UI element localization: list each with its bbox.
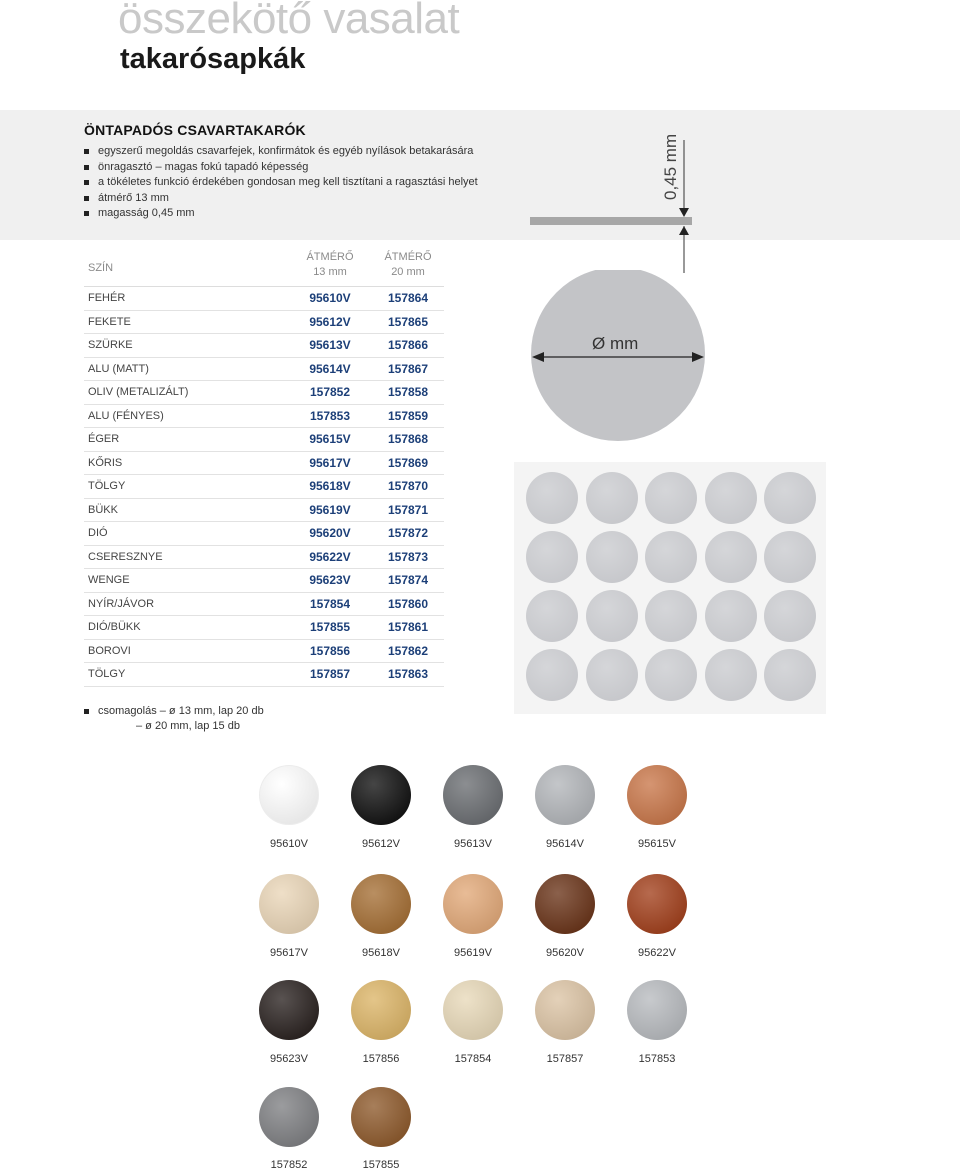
row-code-13mm: 95622V [309,549,351,564]
sheet-cap [764,649,816,701]
thickness-label: 0,45 mm [661,133,680,200]
row-color-name: DIÓ/BÜKK [88,621,141,633]
feature-list [84,144,478,222]
table-row [84,358,444,382]
row-color-name: ÉGER [88,433,120,445]
table-row [84,499,444,523]
row-color-name: OLIV (METALIZÁLT) [88,386,189,398]
swatch-code: 95622V [638,947,676,959]
row-color-name: SZÜRKE [88,339,133,351]
swatch-code: 95620V [546,947,584,959]
row-code-20mm: 157862 [387,643,429,658]
row-code-20mm: 157861 [387,620,429,634]
swatch-code: 95615V [638,838,676,850]
sheet-cap [705,590,757,642]
column-header-20 [372,250,444,280]
sheet-cap [586,531,638,583]
feature-item: a tökéletes funkció érdekében gondosan meg kell tisztítani a ragasztási helyet [84,175,478,191]
sheet-cap [764,472,816,524]
swatch-code: 95610V [270,838,308,850]
color-swatch [535,980,595,1040]
swatch-code: 95618V [362,947,400,959]
table-row [84,663,444,687]
row-color-name: BÜKK [88,503,118,516]
color-swatch [535,765,595,825]
sheet-cap [764,590,816,642]
row-color-name: KŐRIS [88,456,123,469]
color-swatch [351,874,411,934]
row-code-13mm: 95618V [309,479,351,493]
row-color-name: WENGE [88,574,130,586]
diameter-label: Ø mm [592,334,639,353]
row-code-20mm: 157868 [387,432,429,446]
sheet-cap [526,531,578,583]
row-code-20mm: 157873 [387,549,429,564]
cap-profile [530,217,692,225]
table-row [84,334,444,358]
table-row [84,311,444,335]
swatch-code: 95619V [454,947,492,959]
cap-circle [531,270,705,441]
diameter-diagram [522,270,722,470]
swatch-code: 157853 [638,1053,676,1065]
row-color-name: TÖLGY [88,480,126,492]
row-code-20mm: 157869 [387,455,429,470]
row-color-name: ALU (FÉNYES) [88,409,164,422]
feature-item: egyszerű megoldás csavarfejek, konfirmátok és egyéb nyílások betakarására [84,144,478,160]
row-code-20mm: 157864 [387,291,429,305]
row-code-13mm: 157856 [309,643,351,658]
color-swatch [443,765,503,825]
sheet-cap [645,590,697,642]
color-swatch [351,1087,411,1147]
page-title: összekötő vasalat [118,0,460,43]
column-header-label: ÁTMÉRŐ [306,251,354,263]
row-code-13mm: 157854 [309,596,351,611]
row-color-name: ALU (MATT) [88,362,149,375]
sheet-cap [645,531,697,583]
column-header-size: 13 mm [313,266,347,278]
table-row [84,522,444,546]
color-swatch [535,874,595,934]
row-code-13mm: 95610V [309,291,351,305]
sheet-cap [526,649,578,701]
row-code-13mm: 95615V [309,432,351,446]
packaging-line-1: csomagolás – ø 13 mm, lap 20 db [84,704,264,719]
row-code-13mm: 157853 [309,408,351,423]
row-color-name: FEKETE [88,315,131,328]
color-swatch [443,980,503,1040]
table-row [84,381,444,405]
row-code-20mm: 157865 [387,314,429,329]
sheet-cap [764,531,816,583]
table-row [84,475,444,499]
swatch-code: 95623V [270,1053,308,1065]
feature-item: átmérő 13 mm [84,191,478,207]
row-code-13mm: 95617V [309,455,351,470]
color-swatch [351,980,411,1040]
column-header-13 [294,250,366,280]
row-code-13mm: 157857 [309,667,351,681]
arrowhead-bottom-icon [679,226,689,235]
row-color-name: FEHÉR [88,292,126,304]
row-code-20mm: 157858 [387,385,429,399]
row-code-13mm: 95614V [309,361,351,376]
row-code-20mm: 157860 [387,596,429,611]
swatch-code: 157857 [546,1053,584,1065]
table-row [84,569,444,593]
table-row [84,640,444,664]
swatch-code: 157852 [270,1159,308,1171]
sheet-cap [526,590,578,642]
packaging-note [84,704,264,734]
row-code-13mm: 95613V [309,338,351,352]
table-row [84,593,444,617]
row-code-13mm: 95620V [309,526,351,540]
color-swatch [259,765,319,825]
page-subtitle: takarósapkák [120,43,306,75]
table-row [84,546,444,570]
sheet-cap [526,472,578,524]
row-code-13mm: 157855 [309,620,351,634]
color-swatch [627,980,687,1040]
packaging-line-2: – ø 20 mm, lap 15 db [136,720,240,732]
swatch-code: 95613V [454,838,492,850]
row-color-name: BOROVI [88,644,131,657]
swatch-code: 157855 [362,1159,400,1171]
sheet-cap [705,649,757,701]
row-color-name: TÖLGY [88,668,126,680]
column-header-color: SZÍN [88,262,114,274]
swatch-code: 95617V [270,947,308,959]
color-swatch [351,765,411,825]
sheet-cap [645,649,697,701]
row-code-20mm: 157872 [387,526,429,540]
thickness-diagram [522,130,722,280]
table-row [84,452,444,476]
table-row [84,616,444,640]
sheet-cap [705,472,757,524]
feature-item: magasság 0,45 mm [84,206,478,222]
swatch-code: 157856 [362,1053,400,1065]
arrowhead-top-icon [679,208,689,217]
color-swatch [443,874,503,934]
swatch-code: 95612V [362,838,400,850]
sheet-cap [586,472,638,524]
cap-sheet-photo [514,462,826,714]
row-code-20mm: 157874 [387,573,429,587]
table-row [84,287,444,311]
product-table [84,250,444,687]
row-color-name: NYÍR/JÁVOR [88,597,155,610]
table-row [84,405,444,429]
table-header [84,250,444,287]
column-header-size: 20 mm [391,266,425,278]
sheet-cap [586,649,638,701]
color-swatch [259,980,319,1040]
row-code-20mm: 157863 [387,667,429,681]
table-row [84,428,444,452]
row-code-20mm: 157870 [387,479,429,493]
row-code-20mm: 157871 [387,502,429,517]
row-code-13mm: 157852 [309,385,351,399]
row-code-13mm: 95619V [309,502,351,517]
row-code-20mm: 157866 [387,338,429,352]
column-header-label: ÁTMÉRŐ [384,251,432,263]
section-heading: ÖNTAPADÓS CSAVARTAKARÓK [84,122,306,138]
color-swatch [259,874,319,934]
row-code-20mm: 157867 [387,361,429,376]
row-color-name: CSERESZNYE [88,550,163,563]
feature-item: önragasztó – magas fokú tapadó képesség [84,160,478,176]
swatch-code: 95614V [546,838,584,850]
swatch-code: 157854 [454,1053,492,1065]
color-swatch [627,765,687,825]
row-code-13mm: 95623V [309,573,351,587]
sheet-cap [645,472,697,524]
sheet-cap [586,590,638,642]
row-code-13mm: 95612V [309,314,351,329]
color-swatch [627,874,687,934]
row-code-20mm: 157859 [387,408,429,423]
row-color-name: DIÓ [88,527,108,539]
sheet-cap [705,531,757,583]
color-swatch [259,1087,319,1147]
